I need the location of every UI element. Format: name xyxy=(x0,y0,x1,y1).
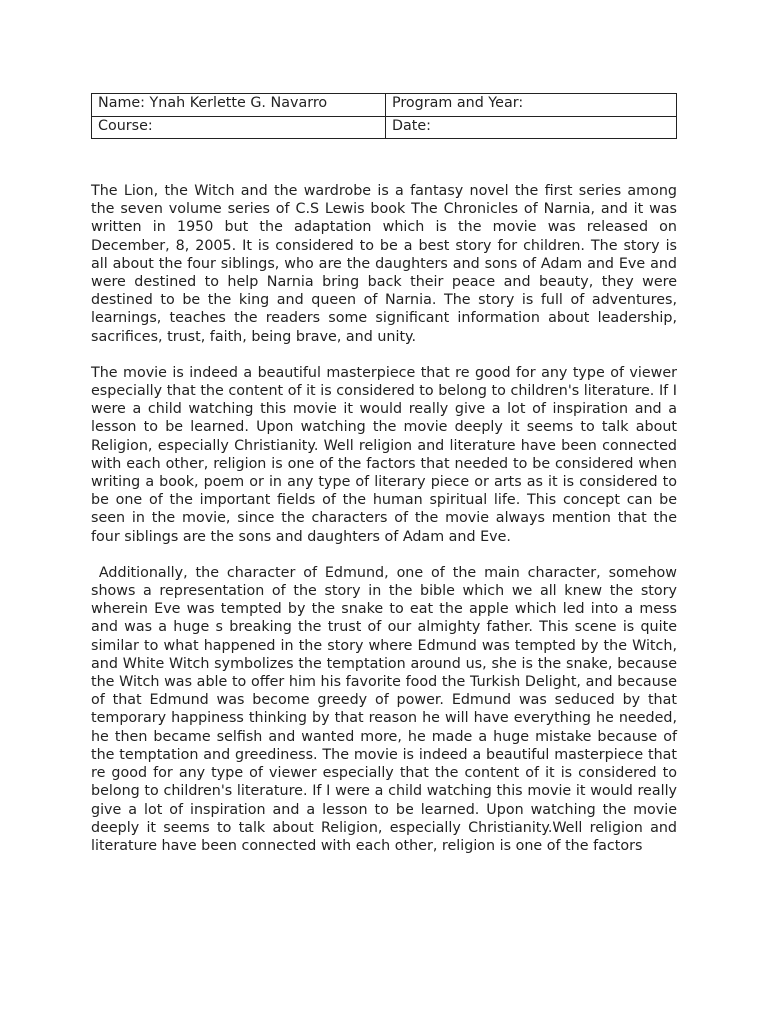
paragraph-edmund: Additionally, the character of Edmund, one of the main character, somehow shows a representation of the story in the bible which we all knew the story wherein Eve was tempted by the snake to eat the apple which led into a mess and was a huge s breaking the trust of our almighty father. This scene is quite similar to what happened in the story where Edmund was tempted by the Witch, and White Witch symbolizes the temptation around us, she is the snake, because the Witch was able to offer him his favorite food the Turkish Delight, and because of that Edmund was become greedy of power. Edmund was seduced by that temporary happiness thinking by that reason he will have everything he needed, he then became selfish and wanted more, he made a huge mistake because of the temptation and greediness. The movie is indeed a beautiful masterpiece that re good for any type of viewer especially that the content of it is considered to belong to children's literature. If I were a child watching this movie it would really give a lot of inspiration and a lesson to be learned. Upon watching the movie deeply it seems to talk about Religion, especially Christianity.Well religion and literature have been connected with each other, religion is one of the factors xyxy=(91,564,682,854)
date-cell: Date: xyxy=(386,116,677,139)
name-cell: Name: Ynah Kerlette G. Navarro xyxy=(92,94,386,117)
student-info-table xyxy=(91,93,677,139)
essay-body xyxy=(91,182,682,855)
table-row xyxy=(92,116,677,139)
paragraph-religion: The movie is indeed a beautiful masterpiece that re good for any type of viewer especially that the content of it is considered to belong to children's literature. If I were a child watching this movie it would really give a lot of inspiration and a lesson to be learned. Upon watching the movie deeply it seems to talk about Religion, especially Christianity. Well religion and literature have been connected with each other, religion is one of the factors that needed to be considered when writing a book, poem or in any type of literary piece or arts as it is considered to be one of the important fields of the human spiritual life. This concept can be seen in the movie, since the characters of the movie always mention that the four siblings are the sons and daughters of Adam and Eve. xyxy=(91,364,677,545)
program-year-cell: Program and Year: xyxy=(386,94,677,117)
table-row xyxy=(92,94,677,117)
course-cell: Course: xyxy=(92,116,386,139)
document-page xyxy=(91,93,682,855)
paragraph-intro: The Lion, the Witch and the wardrobe is a fantasy novel the first series among the seven volume series of C.S Lewis book The Chronicles of Narnia, and it was written in 1950 but the adaptation which is the movie was released on December, 8, 2005. It is considered to be a best story for children. The story is all about the four siblings, who are the daughters and sons of Adam and Eve and were destined to help Narnia bring back their peace and beauty, they were destined to be the king and queen of Narnia. The story is full of adventures, learnings, teaches the readers some significant information about leadership, sacrifices, trust, faith, being brave, and unity. xyxy=(91,183,677,345)
